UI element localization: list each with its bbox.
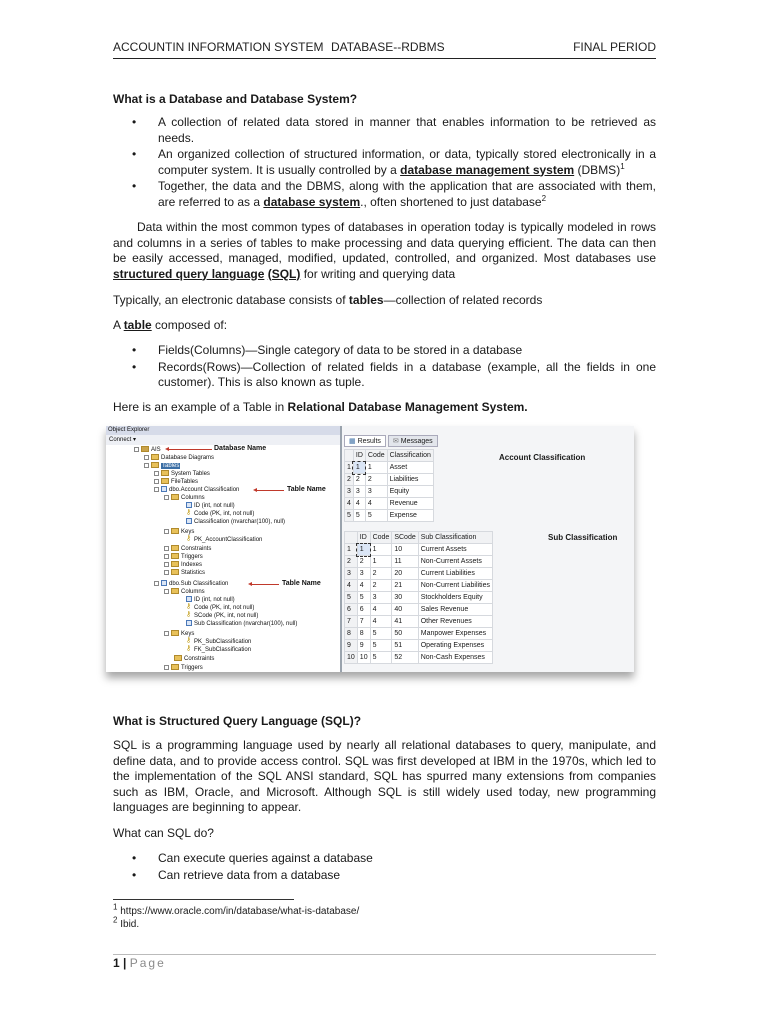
tree-node-label: Keys (181, 529, 195, 535)
tree-node-label: dbo.Account Classification (169, 487, 240, 493)
tree-node-db (134, 446, 161, 454)
list-item-text: ., often shortened to just database (360, 194, 542, 209)
page-separator: | (119, 956, 130, 970)
footnote-divider (113, 899, 294, 900)
grid-icon: ▦ (349, 438, 356, 445)
sql-capabilities-list (113, 851, 656, 884)
header-period: FINAL PERIOD (573, 40, 656, 54)
grid-header-row (345, 450, 434, 462)
tree-node-label: Sub Classification (nvarchar(100), null) (194, 621, 298, 627)
object-explorer-toolbar: Connect ▾ (106, 435, 340, 445)
grid-cell: 1 (365, 462, 387, 474)
grid-corner-cell (345, 532, 358, 544)
term-rdbms: Relational Database Management System. (287, 400, 528, 414)
folder-icon (171, 553, 179, 559)
grid-cell: 10 (392, 544, 418, 556)
expand-icon (164, 546, 169, 551)
expand-icon (144, 455, 149, 460)
tree-node (164, 553, 203, 561)
grid-cell: 4 (353, 498, 365, 510)
tree-node-label: AIS (151, 447, 161, 453)
grid-cell: Other Revenues (418, 616, 492, 628)
tree-node (164, 561, 202, 569)
tree-node (186, 510, 254, 518)
grid-cell: 1 (370, 544, 392, 556)
annotation-table-name: Table Name (282, 580, 321, 587)
tree-node-label: ID (int, not null) (194, 597, 235, 603)
term-sql: structured query language (113, 266, 265, 281)
grid-cell: 5 (353, 510, 365, 522)
footnote-ref: 1 (620, 161, 625, 171)
folder-icon (171, 545, 179, 551)
tree-node (154, 478, 198, 486)
grid-column-header: Sub Classification (418, 532, 492, 544)
tree-node-label: Code (PK, int, not null) (194, 511, 255, 517)
collapse-icon (154, 581, 159, 586)
tree-node (186, 518, 285, 526)
tree-node-label: SCode (PK, int, not null) (194, 613, 259, 619)
table-row (345, 510, 434, 522)
tree-node (186, 612, 258, 620)
row-number-cell: 4 (345, 580, 358, 592)
term-table: table (123, 318, 152, 332)
table-icon (161, 486, 167, 492)
expand-icon (164, 665, 169, 670)
grid-cell: 4 (370, 604, 392, 616)
account-classification-grid (344, 449, 434, 522)
grid-cell: Current Liabilities (418, 568, 492, 580)
folder-icon (171, 588, 179, 594)
term-database-system: database system (263, 194, 361, 209)
tree-node (144, 454, 214, 462)
grid-cell: 5 (370, 652, 392, 664)
grid-cell: 41 (392, 616, 418, 628)
footnote-1 (113, 902, 360, 917)
tree-node (186, 596, 235, 604)
grid-title-account: Account Classification (499, 453, 586, 462)
header-topic: DATABASE--RDBMS (331, 40, 445, 54)
column-icon (186, 518, 192, 524)
list-item (113, 343, 656, 359)
folder-icon (171, 569, 179, 575)
grid-cell: 4 (370, 616, 392, 628)
table-row (345, 462, 434, 474)
grid-cell: Manpower Expenses (418, 628, 492, 640)
collapse-icon (164, 631, 169, 636)
row-number-cell: 3 (345, 568, 358, 580)
row-number-cell: 5 (345, 592, 358, 604)
list-item-text: An organized collection of structured information, or data, typically stored electronically in a computer system. It is usually controlled by a (158, 147, 656, 177)
annotation-arrow (251, 584, 279, 585)
folder-icon (161, 470, 169, 476)
grid-cell: 21 (392, 580, 418, 592)
tab-messages (388, 435, 438, 447)
footnote-number: 1 (113, 902, 118, 912)
table-row (345, 628, 493, 640)
tree-node-label: Triggers (181, 665, 203, 671)
grid-cell: 10 (357, 652, 370, 664)
grid-cell: 1 (353, 462, 365, 474)
term-dbms: database management system (400, 162, 575, 177)
table-row (345, 592, 493, 604)
tree-node-label: PK_AccountClassification (194, 537, 263, 543)
paragraph-text: for writing and querying data (300, 266, 456, 281)
tree-node-label: Columns (181, 589, 205, 595)
tree-node (164, 664, 203, 672)
table-icon (161, 580, 167, 586)
tree-node (164, 569, 205, 577)
grid-cell: Sales Revenue (418, 604, 492, 616)
tree-node-label: System Tables (171, 471, 210, 477)
table-row (345, 556, 493, 568)
list-item-text: (DBMS) (574, 162, 621, 177)
grid-cell: 2 (357, 556, 370, 568)
grid-column-header: ID (353, 450, 365, 462)
grid-cell: 3 (370, 592, 392, 604)
footer-divider (113, 954, 656, 955)
list-item-text: A collection of related data stored in manner that enables information to be retrieved as needs. (158, 115, 656, 145)
tree-node-label: dbo.Sub Classification (169, 581, 229, 587)
grid-cell: 50 (392, 628, 418, 640)
collapse-icon (134, 447, 139, 452)
page-number-value: 1 (113, 956, 120, 970)
list-item (113, 851, 656, 867)
tree-node-label: FileTables (171, 479, 199, 485)
grid-column-header: Code (365, 450, 387, 462)
tree-node (186, 646, 251, 654)
folder-icon (171, 664, 179, 670)
tab-label: Messages (400, 438, 433, 445)
row-number-cell: 10 (345, 652, 358, 664)
folder-icon (171, 528, 179, 534)
expand-icon (154, 471, 159, 476)
paragraph (113, 293, 656, 309)
paragraph (113, 400, 656, 416)
grid-cell: Expense (387, 510, 433, 522)
paragraph: SQL is a programming language used by nearly all relational databases to query, manipulate, and define data, and to provide access control. SQL was first developed at IBM in the 1970s, which led to the implementation of the SQL ANSI standard, SQL has spurred many extensions from companies such as IBM, Oracle, and Microsoft. Although SQL is still widely used today, new programming languages are beginning to appear. (113, 738, 656, 814)
tree-node-label: Indexes (181, 562, 203, 568)
folder-icon (161, 478, 169, 484)
grid-cell: 3 (353, 486, 365, 498)
list-item (113, 179, 656, 210)
tree-node-label: ID (int, not null) (194, 503, 235, 509)
tree-node-label: Constraints (184, 656, 215, 662)
table-row (345, 544, 493, 556)
list-item-text: Together, the data and the DBMS, along with the application that are associated with them, are referred to as a (158, 179, 656, 209)
paragraph-text: Typically, an electronic database consists of (113, 293, 349, 307)
column-icon (186, 502, 192, 508)
paragraph: What can SQL do? (113, 826, 214, 840)
row-number-cell: 2 (345, 474, 354, 486)
row-number-cell: 5 (345, 510, 354, 522)
paragraph-text: A (113, 318, 124, 332)
grid-cell: 4 (365, 498, 387, 510)
page-number (113, 956, 166, 970)
grid-cell: 2 (365, 474, 387, 486)
key-icon: ⚷ (186, 535, 192, 543)
footnote-text: Ibid. (117, 919, 140, 930)
term-sql-abbr: (SQL) (267, 266, 301, 281)
grid-cell: Non-Current Liabilities (418, 580, 492, 592)
grid-cell: 2 (353, 474, 365, 486)
tree-node (154, 470, 210, 478)
key-icon: ⚷ (186, 637, 192, 645)
tab-label: Results (357, 438, 381, 445)
row-number-cell: 1 (345, 544, 358, 556)
database-icon (141, 446, 149, 452)
folder-icon (171, 494, 179, 500)
table-row (345, 616, 493, 628)
sub-classification-grid (344, 531, 493, 664)
grid-cell: 2 (370, 568, 392, 580)
grid-header-row (345, 532, 493, 544)
grid-cell: 30 (392, 592, 418, 604)
grid-cell: 3 (357, 568, 370, 580)
tree-node-label: Tables (162, 463, 180, 469)
tab-results (344, 435, 386, 447)
tree-node-label: Columns (181, 495, 205, 501)
term-tables: tables (348, 293, 384, 307)
grid-cell: 52 (392, 652, 418, 664)
grid-cell: 7 (357, 616, 370, 628)
collapse-icon (164, 589, 169, 594)
tree-node-label: Database Diagrams (161, 455, 215, 461)
tree-node (164, 545, 211, 553)
collapse-icon (164, 495, 169, 500)
grid-cell: Non-Current Assets (418, 556, 492, 568)
expand-icon (164, 570, 169, 575)
grid-cell: 20 (392, 568, 418, 580)
folder-icon (171, 630, 179, 636)
query-results-panel (342, 426, 634, 672)
tree-node (174, 655, 214, 663)
key-icon: ⚷ (186, 611, 192, 619)
footnote-number: 2 (113, 915, 118, 925)
grid-cell: 1 (357, 544, 370, 556)
grid-cell: Stockholders Equity (418, 592, 492, 604)
row-number-cell: 4 (345, 498, 354, 510)
grid-cell: Asset (387, 462, 433, 474)
column-icon (186, 596, 192, 602)
row-number-cell: 7 (345, 616, 358, 628)
grid-cell: Non-Cash Expenses (418, 652, 492, 664)
grid-cell: 51 (392, 640, 418, 652)
grid-cell: 40 (392, 604, 418, 616)
expand-icon (164, 554, 169, 559)
list-item (113, 360, 656, 391)
grid-cell: 5 (370, 628, 392, 640)
footnote-ref: 2 (541, 193, 547, 203)
tree-node-label: Triggers (181, 554, 203, 560)
grid-cell: 1 (370, 556, 392, 568)
table-row (345, 604, 493, 616)
grid-cell: 6 (357, 604, 370, 616)
row-number-cell: 8 (345, 628, 358, 640)
column-icon (186, 620, 192, 626)
table-row (345, 486, 434, 498)
tree-node-label: Code (PK, int, not null) (194, 605, 255, 611)
table-row (345, 498, 434, 510)
grid-cell: 3 (365, 486, 387, 498)
grid-cell: 4 (357, 580, 370, 592)
key-icon: ⚷ (186, 645, 192, 653)
tree-node (154, 486, 239, 494)
annotation-table-name: Table Name (287, 486, 326, 493)
section-heading-sql: What is Structured Query Language (SQL)? (113, 714, 362, 728)
footnote-2 (113, 915, 140, 930)
grid-cell: 11 (392, 556, 418, 568)
expand-icon (164, 562, 169, 567)
section-heading-database: What is a Database and Database System? (113, 92, 358, 106)
tree-node (186, 502, 235, 510)
paragraph-text: composed of: (151, 318, 228, 332)
tree-node (154, 580, 228, 588)
messages-icon: ✉ (392, 438, 399, 445)
grid-title-sub: Sub Classification (548, 533, 618, 542)
annotation-database-name: Database Name (214, 445, 267, 452)
tree-node (164, 588, 205, 596)
list-item-text: Records(Rows)—Collection of related fields in a database (example, all the fields in one customer). This is also known as tuple. (158, 359, 656, 389)
paragraph-text: —collection of related records (383, 293, 543, 307)
folder-icon (151, 454, 159, 460)
table-row (345, 580, 493, 592)
row-number-cell: 6 (345, 604, 358, 616)
row-number-cell: 3 (345, 486, 354, 498)
folder-icon (174, 655, 182, 661)
ssms-screenshot-figure (106, 426, 634, 672)
tree-node-label: Keys (181, 631, 195, 637)
grid-column-header: Code (370, 532, 392, 544)
definition-list (113, 115, 656, 211)
collapse-icon (164, 529, 169, 534)
collapse-icon (144, 463, 149, 468)
grid-cell: Equity (387, 486, 433, 498)
row-number-cell: 9 (345, 640, 358, 652)
footnote-text: https://www.oracle.com/in/database/what-is-database/ (117, 906, 360, 917)
object-explorer-title: Object Explorer (106, 426, 340, 435)
page-label: Page (129, 956, 166, 970)
grid-cell: Liabilities (387, 474, 433, 486)
table-row (345, 640, 493, 652)
row-number-cell: 2 (345, 556, 358, 568)
grid-column-header: ID (357, 532, 370, 544)
table-row (345, 568, 493, 580)
tree-node (186, 536, 262, 544)
grid-corner-cell (345, 450, 354, 462)
tree-node (144, 462, 180, 470)
grid-cell: 5 (357, 592, 370, 604)
table-row (345, 474, 434, 486)
grid-column-header: Classification (387, 450, 433, 462)
grid-column-header: SCode (392, 532, 418, 544)
tree-node (186, 604, 254, 612)
grid-cell: 2 (370, 580, 392, 592)
object-explorer-panel (106, 426, 342, 672)
folder-icon (151, 462, 159, 468)
tree-node (186, 638, 251, 646)
tree-node-label: Constraints (181, 546, 212, 552)
tree-node-label: PK_SubClassification (194, 639, 252, 645)
grid-cell: Operating Expenses (418, 640, 492, 652)
key-icon: ⚷ (186, 509, 192, 517)
results-tabs (344, 435, 440, 447)
tree-node-label: Classification (nvarchar(100), null) (194, 519, 286, 525)
tree-node (186, 620, 297, 628)
table-components-list (113, 343, 656, 392)
list-item-text: Fields(Columns)—Single category of data to be stored in a database (158, 343, 523, 357)
grid-cell: 5 (365, 510, 387, 522)
tree-node-label: FK_SubClassification (194, 647, 252, 653)
grid-cell: 9 (357, 640, 370, 652)
annotation-arrow (168, 449, 212, 450)
tree-node-label: Statistics (181, 570, 206, 576)
row-number-cell: 1 (345, 462, 354, 474)
running-header (113, 40, 656, 59)
list-item-text: Can retrieve data from a database (158, 867, 341, 882)
key-icon: ⚷ (186, 603, 192, 611)
annotation-arrow (256, 490, 284, 491)
grid-cell: Current Assets (418, 544, 492, 556)
paragraph-text: Here is an example of a Table in (113, 400, 288, 414)
header-course: ACCOUNTIN INFORMATION SYSTEM (113, 40, 324, 54)
paragraph (113, 220, 656, 282)
paragraph (113, 318, 656, 334)
paragraph-text: Data within the most common types of databases in operation today is typically modeled in rows and columns in a series of tables to make processing and data querying efficient. The data can then be easily accessed, managed, modified, updated, controlled, and organized. Most databases use (113, 220, 656, 265)
grid-cell: 5 (370, 640, 392, 652)
expand-icon (154, 479, 159, 484)
grid-cell: 8 (357, 628, 370, 640)
list-item (113, 115, 656, 146)
collapse-icon (154, 487, 159, 492)
table-row (345, 652, 493, 664)
grid-cell: Revenue (387, 498, 433, 510)
list-item-text: Can execute queries against a database (158, 851, 373, 865)
tree-node (164, 494, 205, 502)
folder-icon (171, 561, 179, 567)
list-item (113, 868, 656, 884)
list-item (113, 147, 656, 178)
